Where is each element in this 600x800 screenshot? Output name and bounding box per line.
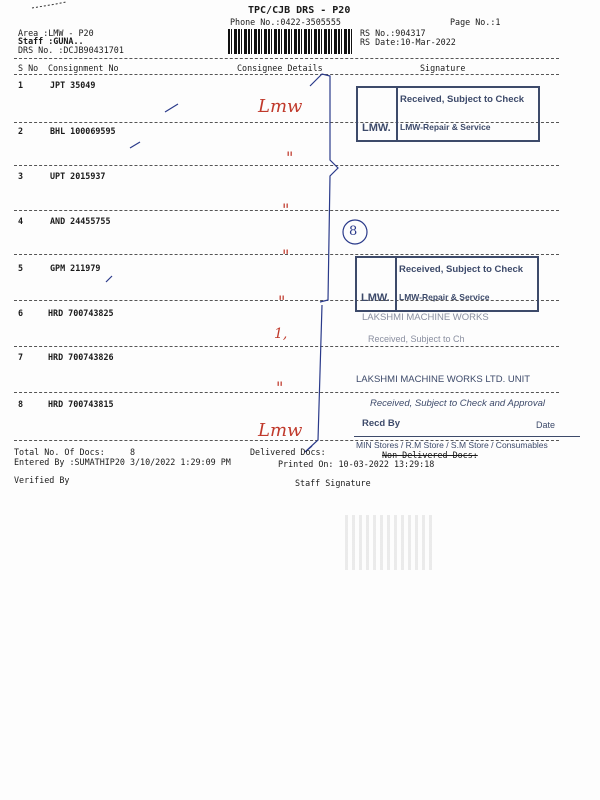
stamp-logo: LMW. bbox=[361, 292, 390, 304]
staff-signature: Staff Signature bbox=[295, 478, 371, 488]
handwritten-ditto: " bbox=[282, 246, 290, 265]
row-1-consignment: JPT 35049 bbox=[50, 80, 96, 90]
lmw-stamp bbox=[355, 256, 539, 312]
total-docs-value: 8 bbox=[130, 447, 136, 457]
row-3-sno: 3 bbox=[18, 171, 24, 181]
stamp-text: Received, Subject to Check and Approval bbox=[370, 398, 545, 409]
handwritten-ditto: 1, bbox=[274, 326, 288, 342]
verified-by: Verified By bbox=[14, 475, 70, 485]
row-2-consignment: BHL 100069595 bbox=[50, 126, 116, 136]
handwritten-lmw: Lmw bbox=[258, 420, 303, 441]
page-number: Page No.:1 bbox=[450, 17, 501, 27]
row-2-sno: 2 bbox=[18, 126, 24, 136]
document-title: TPC/CJB DRS - P20 bbox=[248, 5, 351, 16]
stamp-text: LMW-Repair & Service bbox=[400, 122, 491, 132]
col-sno: S No bbox=[18, 63, 39, 73]
circled-number: 8 bbox=[349, 224, 358, 239]
lmw-stamp bbox=[356, 86, 540, 142]
row-4-sno: 4 bbox=[18, 216, 24, 226]
stamp-date: Date bbox=[536, 420, 556, 430]
row-7-sno: 7 bbox=[18, 352, 24, 362]
stamp-logo: LMW. bbox=[362, 122, 391, 134]
stamp-text: LAKSHMI MACHINE WORKS bbox=[362, 312, 489, 323]
handwritten-ditto: " bbox=[286, 148, 294, 167]
stamp-stores: MIN Stores / R.M Store / S.M Store / Consumables bbox=[356, 440, 548, 450]
stamp-text: LAKSHMI MACHINE WORKS LTD. UNIT bbox=[356, 374, 531, 385]
row-1-sno: 1 bbox=[18, 80, 24, 90]
stamp-text: Received, Subject to Ch bbox=[368, 334, 465, 344]
phone-number: Phone No.:0422-3505555 bbox=[230, 17, 341, 27]
col-consignment: Consignment No bbox=[48, 63, 119, 73]
printed-on: Printed On: 10-03-2022 13:29:18 bbox=[278, 459, 435, 469]
total-docs-label: Total No. Of Docs: bbox=[14, 447, 105, 457]
stamp-text: Received, Subject to Check bbox=[399, 264, 524, 275]
delivered-docs-label: Delivered Docs: bbox=[250, 447, 326, 457]
handwritten-lmw: Lmw bbox=[258, 96, 303, 117]
handwritten-ditto: " bbox=[278, 292, 286, 311]
area-label: Area :LMW - P20 bbox=[18, 28, 94, 38]
col-signature: Signature bbox=[420, 63, 466, 73]
row-6-sno: 6 bbox=[18, 308, 24, 318]
rs-date: RS Date:10-Mar-2022 bbox=[360, 37, 456, 47]
stamp-recd-by: Recd By bbox=[362, 418, 401, 429]
row-4-consignment: AND 24455755 bbox=[50, 216, 111, 226]
row-8-consignment: HRD 700743815 bbox=[48, 399, 114, 409]
stamp-text: Received, Subject to Check bbox=[400, 94, 525, 105]
faint-stamp-company bbox=[350, 310, 560, 350]
handwritten-ditto: " bbox=[276, 378, 284, 397]
row-5-consignment: GPM 211979 bbox=[50, 263, 101, 273]
row-5-sno: 5 bbox=[18, 263, 24, 273]
staff-label: Staff :GUNA.. bbox=[18, 36, 84, 46]
non-delivered-docs-label: Non Delivered Docs: bbox=[382, 450, 478, 460]
row-8-sno: 8 bbox=[18, 399, 24, 409]
entered-by: Entered By :SUMATHIP20 3/10/2022 1:29:09 PM bbox=[14, 457, 231, 467]
row-7-consignment: HRD 700743826 bbox=[48, 352, 114, 362]
row-3-consignment: UPT 2015937 bbox=[50, 171, 106, 181]
rs-number: RS No.:904317 bbox=[360, 28, 426, 38]
col-consignee: Consignee Details bbox=[237, 63, 323, 73]
drs-number: DRS No. :DCJB90431701 bbox=[18, 45, 124, 55]
receipt-stamp bbox=[348, 352, 588, 457]
handwritten-ditto: " bbox=[282, 200, 290, 219]
row-6-consignment: HRD 700743825 bbox=[48, 308, 114, 318]
bleed-through bbox=[345, 515, 435, 570]
stamp-text: LMW-Repair & Service bbox=[399, 292, 490, 302]
